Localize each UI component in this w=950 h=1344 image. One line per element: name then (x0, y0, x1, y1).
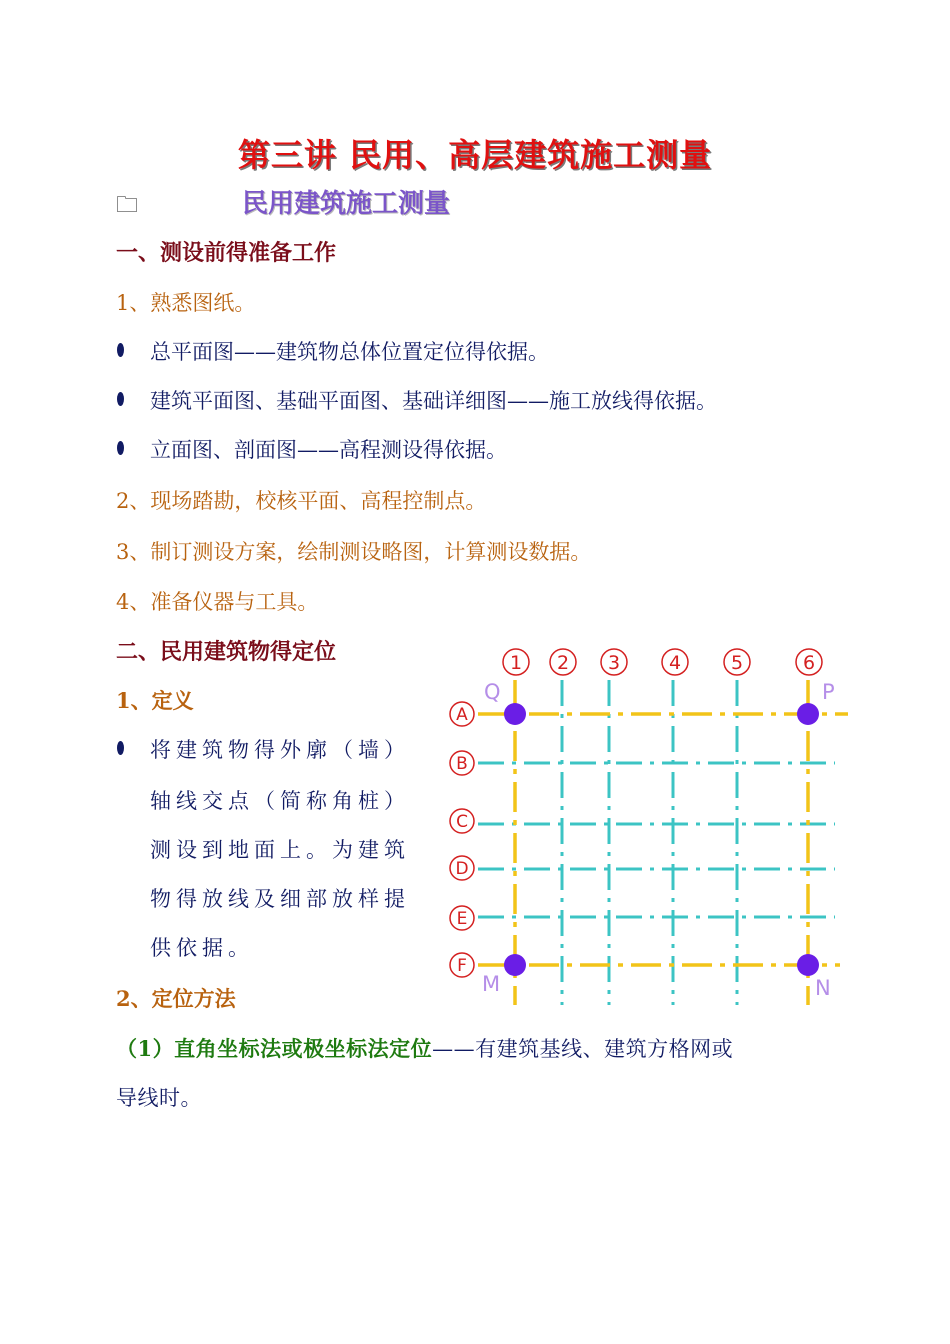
corner-label-q: Q (484, 680, 501, 704)
section2-sub2: 2、定位方法 (116, 986, 236, 1011)
row-label-A (450, 702, 474, 726)
definition-line-4: 物得放线及细部放样提 (150, 887, 410, 911)
definition-line-2: 轴线交点（简称角桩） (150, 789, 410, 813)
svg-text:F: F (457, 956, 467, 976)
corner-label-p: P (822, 680, 835, 704)
column-label-4 (662, 649, 688, 675)
section1-heading: 一、测设前得准备工作 (116, 240, 337, 266)
svg-text:5: 5 (730, 652, 744, 674)
column-label-6 (796, 649, 822, 675)
section1-item4: 4、准备仪器与工具。 (116, 590, 319, 614)
bullet-item-1: 总平面图——建筑物总体位置定位得依据。 (150, 340, 549, 364)
svg-text:1: 1 (509, 652, 523, 674)
svg-text:2: 2 (556, 652, 570, 674)
bullet-item-2: 建筑平面图、基础平面图、基础详细图——施工放线得依据。 (150, 389, 717, 413)
page-title: 第三讲 民用、高层建筑施工测量 (237, 136, 713, 174)
corner-stake-p (797, 703, 819, 725)
method-paragraph (116, 1033, 733, 1063)
corner-stake-q (504, 703, 526, 725)
bullet-item-3: 立面图、剖面图——高程测设得依据。 (150, 438, 507, 462)
definition-line-3: 测设到地面上。为建筑 (150, 838, 410, 862)
svg-text:A: A (456, 705, 468, 725)
column-label-5 (724, 649, 750, 675)
definition-line-5: 供依据。 (150, 936, 254, 960)
corner-label-n: N (815, 976, 831, 1000)
row-label-B (450, 751, 474, 775)
bullet-dot (117, 343, 124, 357)
corner-stake-m (504, 954, 526, 976)
definition-line-1: 将建筑物得外廓（墙） (150, 738, 410, 762)
row-label-F (450, 953, 474, 977)
method-line-2: 导线时。 (116, 1086, 202, 1110)
row-label-E (450, 906, 474, 930)
svg-text:D: D (455, 859, 469, 879)
column-label-2 (550, 649, 576, 675)
section1-item2: 2、现场踏勘，校核平面、高程控制点。 (116, 489, 487, 513)
column-label-3 (601, 649, 627, 675)
corner-label-m: M (482, 972, 501, 996)
svg-text:3: 3 (607, 652, 621, 674)
section2-sub1: 1、定义 (116, 688, 194, 713)
svg-text:6: 6 (802, 652, 816, 674)
svg-text:E: E (456, 909, 468, 929)
svg-text:4: 4 (668, 652, 682, 674)
svg-text:B: B (456, 754, 468, 774)
corner-stake-n (797, 954, 819, 976)
section1-item1: 1、熟悉图纸。 (116, 291, 256, 315)
row-label-C (450, 809, 474, 833)
row-label-D (450, 856, 474, 880)
column-label-1 (503, 649, 529, 675)
svg-text:C: C (456, 812, 468, 832)
axis-grid-diagram (430, 640, 860, 1015)
subtitle: 民用建筑施工测量 (242, 189, 451, 219)
bullet-dot (117, 392, 124, 406)
bullet-dot (117, 741, 124, 755)
bullet-dot (117, 441, 124, 455)
method-rest: ——有建筑基线、建筑方格网或 (432, 1037, 734, 1061)
folder-icon: 🗀 (116, 193, 139, 218)
section1-item3: 3、制订测设方案，绘制测设略图，计算测设数据。 (116, 540, 592, 564)
section2-heading: 二、民用建筑物得定位 (116, 639, 337, 665)
method-lead: （1）直角坐标法或极坐标法定位 (116, 1036, 433, 1061)
